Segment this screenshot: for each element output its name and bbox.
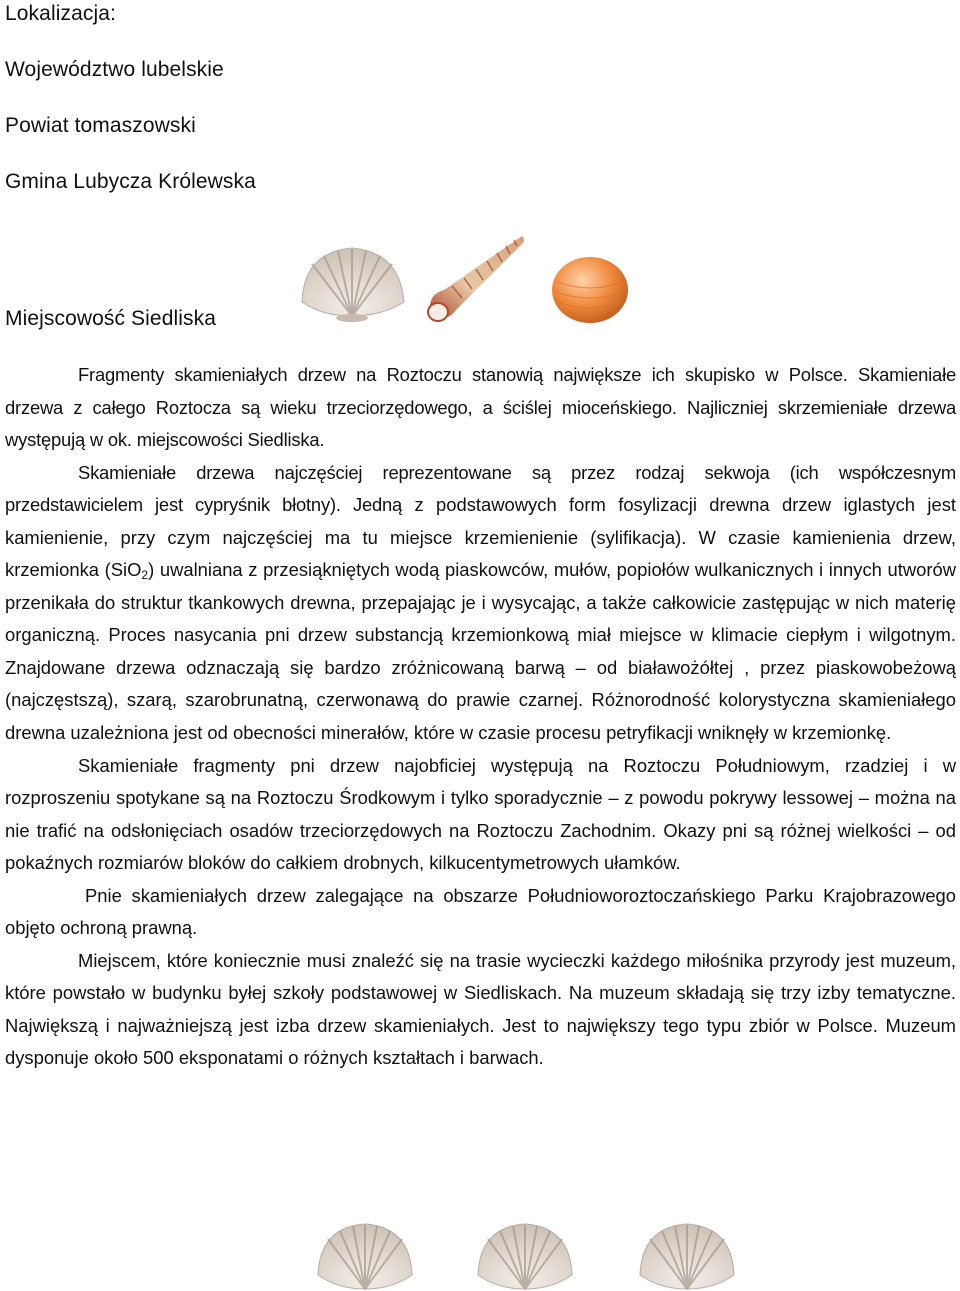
article-body	[5, 359, 956, 1075]
article-paragraph-2-part-b: Jedną	[352, 494, 403, 516]
article-paragraph-2-part-a: Skamieniałe drzewa najczęściej reprezentowane są przez rodzaj sekwoja (ich współczesnym przedstawicielem jest cypryśnik błotny).	[5, 461, 956, 516]
commune-line: Gmina Lubycza Królewska	[5, 170, 256, 193]
clam-shell-icon	[548, 252, 632, 328]
shells-bottom-group	[310, 1215, 770, 1291]
sio2-subscript: 2	[141, 568, 149, 583]
scallop-shell-icon	[310, 1219, 420, 1291]
shells-top-group	[280, 230, 640, 330]
article-paragraph-3: Skamieniałe fragmenty pni drzew najobficiej występują na Roztoczu Południowym, rzadziej i w rozproszeniu spotykane są na Roztoczu Środkowym i tylko sporadycznie – z powodu pokrywy lessowej – można na nie trafić na odsłonięciach osadów trzeciorzędowych na Roztoczu Zachodnim. Okazy pni są różnej wielkości – od pokaźnych rozmiarów bloków do całkiem drobnych, kilkucentymetrowych ułamków.	[5, 754, 956, 874]
article-paragraph-2-part-d: ) uwalniana z przesiąkniętych wodą piaskowców, mułów, popiołów wulkanicznych i innych utworów przenikała do struktur tkankowych drewna, przepajając je i wysycając, a także całkowicie zastępując w nich materię organiczną. Proces nasycania pni drzew substancją krzemionkową miał miejsce w klimacie ciepłym i wilgotnym. Znajdowane drzewa odznaczają się bardzo zróżnicowaną barwą – od białawożółtej , przez piaskowobeżową (najczęstszą), szarą, szarobrunatną, czerwonawą do prawie czarnej. Różnorodność kolorystyczna skamieniałego drewna uzależniona jest od obecności minerałów, które w czasie procesu petryfikacji wniknęły w krzemionkę.	[5, 559, 956, 744]
scallop-shell-icon	[292, 242, 412, 322]
locality-line: Miejscowość Siedliska	[5, 307, 217, 330]
article-paragraph-5: Miejscem, które koniecznie musi znaleźć się na trasie wycieczki każdego miłośnika przyrody jest muzeum, które powstało w budynku byłej szkoły podstawowej w Siedliskach. Na muzeum składają się trzy izby tematyczne. Największą i najważniejszą jest izba drzew skamieniałych. Jest to największy tego typu zbiór w Polsce. Muzeum dysponuje około 500 eksponatami o różnych kształtach i barwach.	[5, 949, 956, 1069]
spiral-shell-icon	[422, 232, 532, 328]
article-paragraph-4: Pnie skamieniałych drzew zalegające na obszarze Południoworoztoczańskiego Parku Krajobrazowego objęto ochroną prawną.	[5, 884, 956, 939]
scallop-shell-icon	[470, 1219, 580, 1291]
article-paragraph-2-part-c: z podstawowych form fosylizacji drewna drzew iglastych jest kamienienie, przy czym najczęściej ma tu miejsce krzemienienie (sylifikacja). W czasie kamienienia drzew, krzemionka (SiO	[5, 494, 956, 581]
county-line: Powiat tomaszowski	[5, 114, 196, 137]
voivodeship-line: Województwo lubelskie	[5, 58, 224, 81]
article-paragraph-2	[5, 457, 956, 750]
scallop-shell-icon	[632, 1219, 742, 1291]
location-heading: Lokalizacja:	[5, 2, 116, 25]
article-paragraph-1: Fragmenty skamieniałych drzew na Roztoczu stanowią największe ich skupisko w Polsce. Skamieniałe drzewa z całego Roztocza są wieku trzeciorzędowego, a ściślej mioceńskiego. Najliczniej skrzemieniałe drzewa występują w ok. miejscowości Siedliska.	[5, 364, 956, 451]
